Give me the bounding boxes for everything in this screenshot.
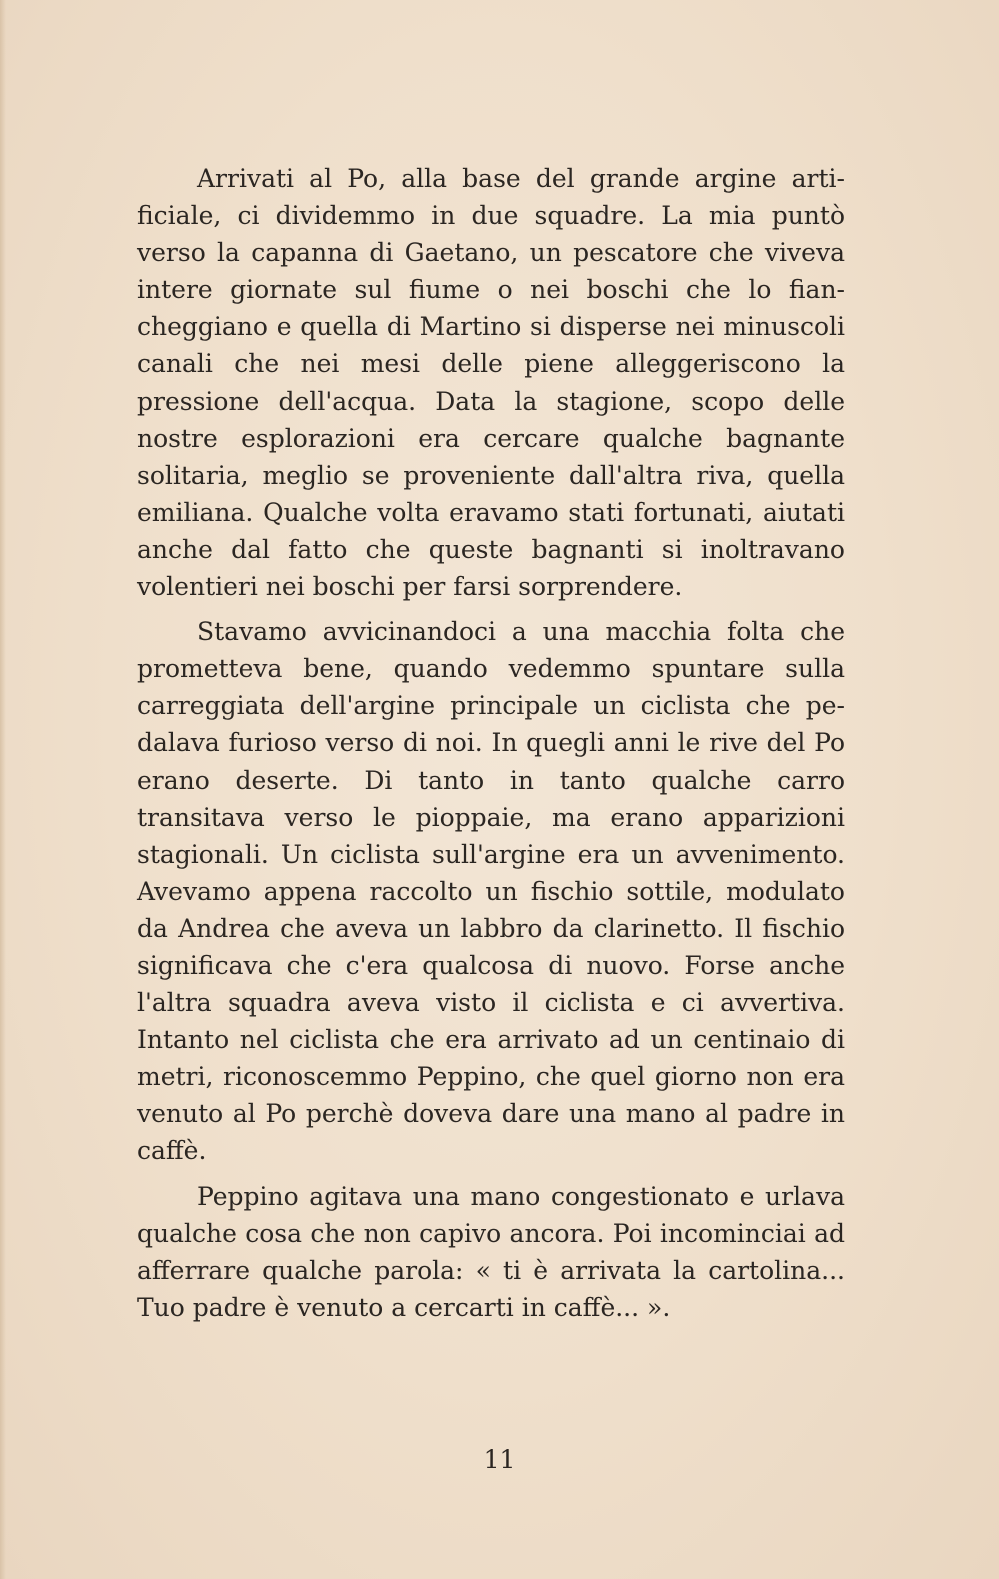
paragraph-3: Peppino agitava una mano congestionato e urlava qualche cosa che non capivo ancora. Poi incominciai ad afferrare qualche parola: « ti è arrivata la cartolina... Tuo padre è venuto a cercarti in caffè... ».: [137, 1181, 845, 1322]
body-text: [137, 160, 845, 1334]
paragraph-1: Arrivati al Po, alla base del grande argine artificiale, ci dividemmo in due squadre. La mia puntò verso la capanna di Gaetano, un pescatore che viveva intere giornate sul fiume o nei boschi che lo fiancheggiano e quella di Martino si disperse nei minuscoli canali che nei mesi delle piene alleggeriscono la pressione dell'acqua. Data la stagione, scopo delle nostre esplorazioni era cercare qualche bagnante solitaria, meglio se proveniente dall'altra riva, quella emiliana. Qualche volta eravamo stati fortunati, aiutati anche dal fatto che queste bagnanti si inoltravano volentieri nei boschi per farsi sorprendere.: [137, 164, 845, 602]
paragraph-2: Stavamo avvicinandoci a una macchia folta che prometteva bene, quando vedemmo spuntare sulla carreggiata dell'argine principale un ciclista che pedalava furioso verso di noi. In quegli anni le rive del Po erano deserte. Di tanto in tanto qualche carro transitava verso le pioppaie, ma erano apparizioni stagionali. Un ciclista sull'argine era un avvenimento. Avevamo appena raccolto un fischio sottile, modulato da Andrea che aveva un labbro da clarinetto. Il fischio significava che c'era qualcosa di nuovo. Forse anche l'altra squadra aveva visto il ciclista e ci avvertiva. Intanto nel ciclista che era arrivato ad un centinaio di metri, riconoscemmo Peppino, che quel giorno non era venuto al Po perchè doveva dare una mano al padre in caffè.: [137, 617, 845, 1166]
page-number: 11: [483, 1445, 516, 1474]
